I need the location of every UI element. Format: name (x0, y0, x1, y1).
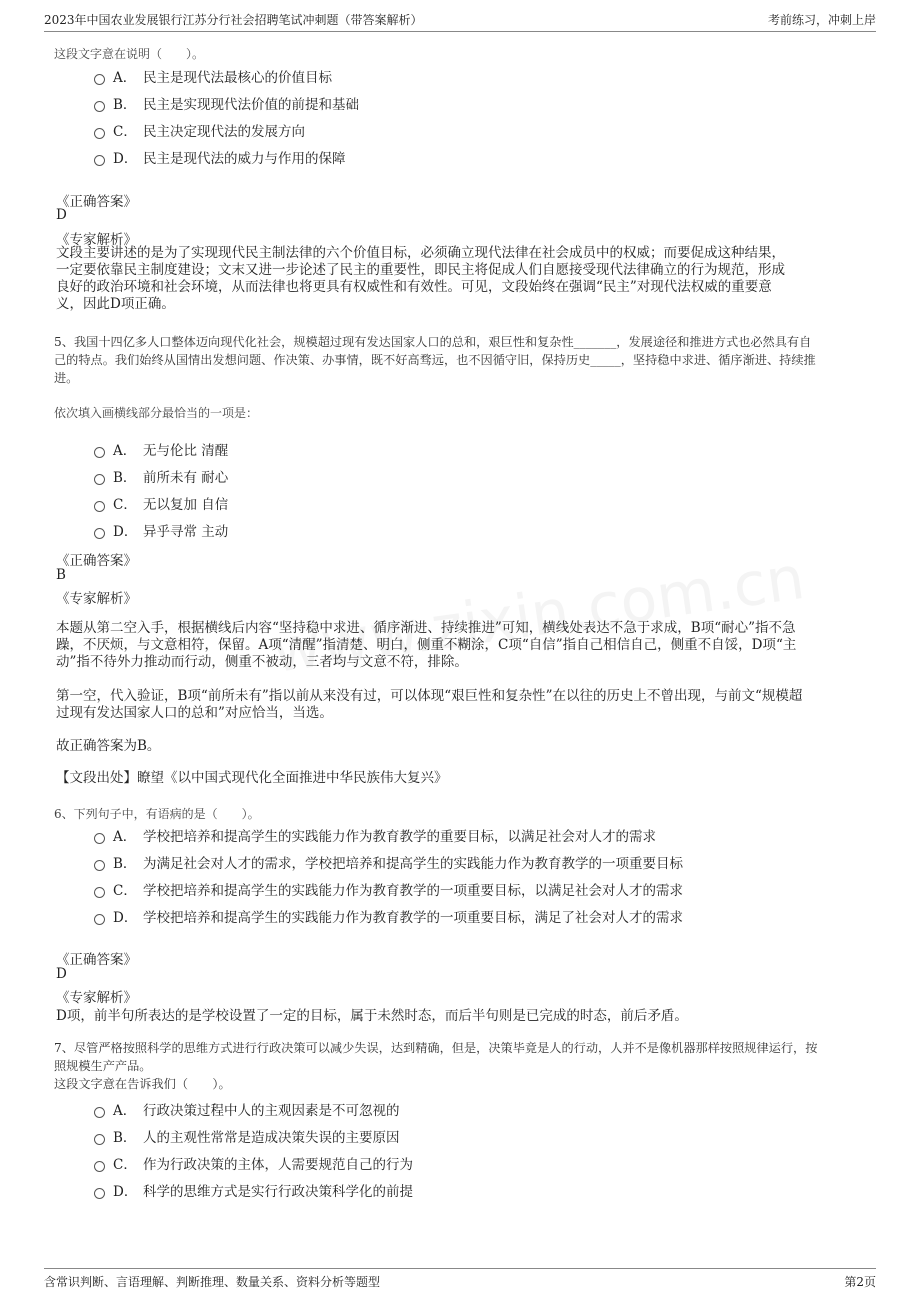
radio-icon[interactable] (94, 1107, 105, 1118)
q6-analysis: D项，前半句所表达的是学校设置了一定的目标，属于未然时态，而后半句则是已完成的时态，前后矛盾。 (56, 1008, 688, 1024)
page-number: 第2页 (844, 1275, 876, 1289)
q6-option-d[interactable]: D． 学校把培养和提高学生的实践能力作为教育教学的一项重要目标，满足了社会对人才的需求 (94, 906, 683, 926)
q6-answer: D (56, 966, 67, 982)
q4-option-d[interactable]: D． 民主是现代法的威力与作用的保障 (94, 147, 346, 167)
q6-stem: 6、下列句子中，有语病的是（ ）。 (54, 807, 260, 821)
radio-icon[interactable] (94, 501, 105, 512)
radio-icon[interactable] (94, 1188, 105, 1199)
q5-answer: B (56, 567, 66, 583)
q5-option-c[interactable]: C． 无以复加 自信 (94, 493, 228, 513)
q7-stem: 7、尽管严格按照科学的思维方式进行行政决策可以减少失误，达到精确，但是，决策毕竟是人的行动，人并不是像机器那样按照规律运行，按 照规模生产产品。 这段文字意在告诉我们（ ）。 (54, 1041, 818, 1091)
q5-analysis-p3: 故正确答案为B。 (56, 738, 161, 754)
q4-option-c[interactable]: C． 民主决定现代法的发展方向 (94, 120, 305, 140)
q6-answer-label: 《正确答案》 (56, 952, 137, 968)
q7-option-c[interactable]: C． 作为行政决策的主体，人需要规范自己的行为 (94, 1153, 413, 1173)
page-footer (44, 1268, 876, 1290)
q5-analysis-label: 《专家解析》 (56, 591, 137, 607)
radio-icon[interactable] (94, 101, 105, 112)
radio-icon[interactable] (94, 155, 105, 166)
q7-option-a[interactable]: A． 行政决策过程中人的主观因素是不可忽视的 (94, 1099, 400, 1119)
radio-icon[interactable] (94, 833, 105, 844)
page-header (44, 10, 876, 32)
q4-option-a[interactable]: A． 民主是现代法最核心的价值目标 (94, 66, 332, 86)
radio-icon[interactable] (94, 1134, 105, 1145)
q5-prompt: 依次填入画横线部分最恰当的一项是： (54, 406, 259, 420)
q6-option-c[interactable]: C． 学校把培养和提高学生的实践能力作为教育教学的一项重要目标，以满足社会对人才的需求 (94, 879, 683, 899)
q6-option-b[interactable]: B． 为满足社会对人才的需求，学校把培养和提高学生的实践能力作为教育教学的一项重要目标 (94, 852, 683, 872)
q5-option-a[interactable]: A． 无与伦比 清醒 (94, 439, 228, 459)
q4-answer-label: 《正确答案》 (56, 194, 137, 210)
q4-stem: 这段文字意在说明（ ）。 (54, 47, 205, 61)
document-title: 2023年中国农业发展银行江苏分行社会招聘笔试冲刺题（带答案解析） (44, 13, 423, 27)
q5-analysis-p1: 本题从第二空入手，根据横线后内容“坚持稳中求进、循序渐进、持续推进”可知，横线处表达不急于求成，B项“耐心”指不急 躁，不厌烦，与文意相符，保留。A项“清醒”指清楚、明白，侧重不糊涂，C项“自信”指自己相信自己，侧重不自馁，D项“主 动”指不待外力推动而行动，侧重不被动，三者均与文意不符，排除。 (56, 620, 797, 670)
radio-icon[interactable] (94, 528, 105, 539)
q5-source: 【文段出处】瞭望《以中国式现代化全面推进中华民族伟大复兴》 (56, 770, 448, 786)
q6-option-a[interactable]: A． 学校把培养和提高学生的实践能力作为教育教学的重要目标，以满足社会对人才的需求 (94, 825, 656, 845)
header-slogan: 考前练习，冲刺上岸 (767, 13, 876, 27)
q7-option-d[interactable]: D． 科学的思维方式是实行行政决策科学化的前提 (94, 1180, 413, 1200)
q4-analysis: 文段主要讲述的是为了实现现代民主制法律的六个价值目标，必须确立现代法律在社会成员中的权威；而要促成这种结果， 一定要依靠民主制度建设；文末又进一步论述了民主的重要性，即民主将促成人们自愿接受现代法律确立的行为规范，形成 良好的政治环境和社会环境，从而法律也将更具有权威性和有效性。可见，文段始终在强调“民主”对现代法权威的重要意 义，因此D项正确。 (56, 245, 785, 312)
q5-option-d[interactable]: D． 异乎寻常 主动 (94, 520, 228, 540)
radio-icon[interactable] (94, 447, 105, 458)
q5-option-b[interactable]: B． 前所未有 耐心 (94, 466, 228, 486)
radio-icon[interactable] (94, 887, 105, 898)
q4-option-b[interactable]: B． 民主是实现现代法价值的前提和基础 (94, 93, 359, 113)
q5-analysis-p2: 第一空，代入验证，B项“前所未有”指以前从来没有过，可以体现“艰巨性和复杂性”在以往的历史上不曾出现，与前文“规模超 过现有发达国家人口的总和”对应恰当，当选。 (56, 688, 803, 721)
q4-answer: D (56, 207, 67, 223)
q7-option-b[interactable]: B． 人的主观性常常是造成决策失误的主要原因 (94, 1126, 400, 1146)
q5-stem: 5、我国十四亿多人口整体迈向现代化社会，规模超过现有发达国家人口的总和，艰巨性和复杂性_______，发展途径和推进方式也必然具有自 己的特点。我们始终从国情出发想问题、作决策、办事情，既不好高骛远，也不因循守旧，保持历史_____，坚持稳中求进、循序渐进、持续推 进。 (54, 335, 816, 385)
radio-icon[interactable] (94, 128, 105, 139)
radio-icon[interactable] (94, 1161, 105, 1172)
radio-icon[interactable] (94, 74, 105, 85)
radio-icon[interactable] (94, 914, 105, 925)
radio-icon[interactable] (94, 860, 105, 871)
radio-icon[interactable] (94, 474, 105, 485)
footer-topics: 含常识判断、言语理解、判断推理、数量关系、资料分析等题型 (44, 1275, 381, 1289)
q4-analysis-label: 《专家解析》 (56, 232, 137, 248)
q5-answer-label: 《正确答案》 (56, 553, 137, 569)
q6-analysis-label: 《专家解析》 (56, 990, 137, 1006)
